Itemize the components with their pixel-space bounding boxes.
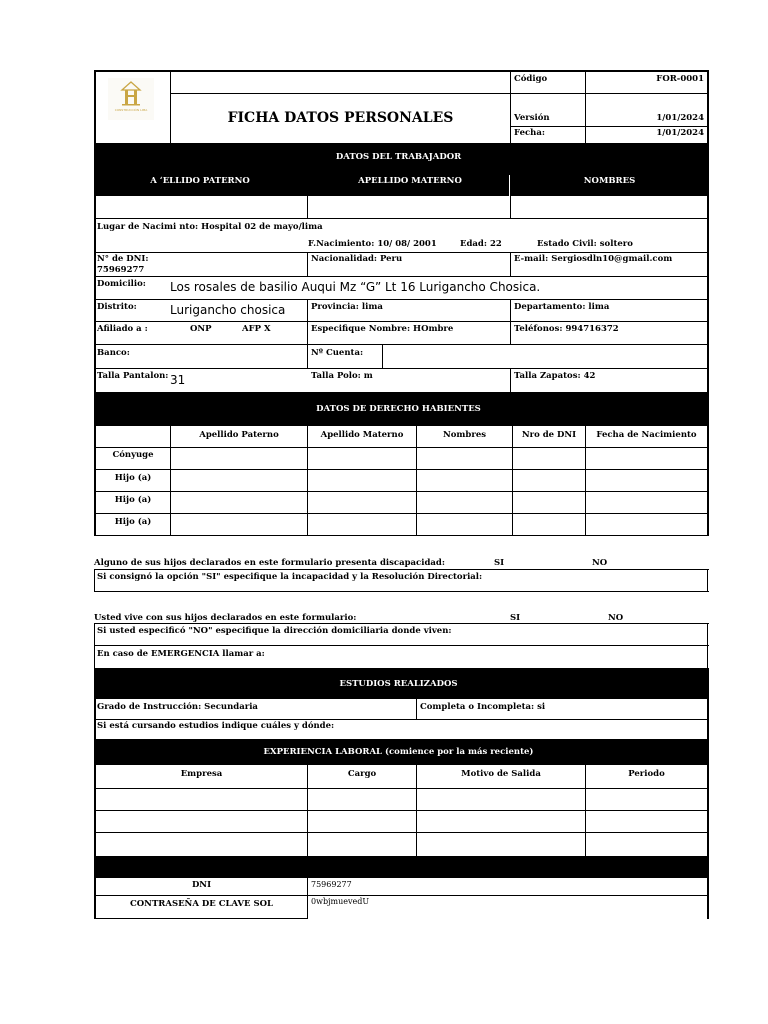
talla-polo: Talla Polo: m [311, 371, 373, 381]
email: E-mail: Sergiosdln10@gmail.com [514, 254, 673, 264]
habientes-col-dni: Nro de DNI [521, 430, 577, 440]
completa-incompleta: Completa o Incompleta: si [420, 702, 546, 712]
nacionalidad: Nacionalidad: Peru [311, 254, 403, 264]
distrito-label: Distrito: [97, 302, 137, 312]
grado-instruccion: Grado de Instrucción: Secundaria [97, 702, 258, 712]
row-hijo-2: Hijo (a) [114, 495, 152, 505]
experiencia-section-header [94, 739, 709, 765]
experiencia-col-empresa: Empresa [180, 769, 223, 779]
vive-detalle: Si usted especificó "NO" especifique la dirección domiciliaria donde viven: [97, 626, 452, 636]
domicilio-value: Los rosales de basilio Auqui Mz “G” Lt 16 Lurigancho Chosica. [170, 280, 541, 294]
version-value: 1/01/2024 [656, 113, 704, 123]
estudios-section-header [94, 669, 709, 699]
provincia: Provincia: lima [311, 302, 383, 312]
page-title: FICHA DATOS PERSONALES [227, 110, 454, 126]
credencial-dni-label: DNI [191, 880, 212, 890]
logo-text: CONSTRUCCIÓN LIMA [114, 108, 148, 112]
vive-si: SI [510, 613, 521, 623]
especifique-nombre: Especifique Nombre: HOmbre [311, 324, 454, 334]
fecha-label: Fecha: [514, 128, 545, 138]
footer-black-band [94, 856, 709, 878]
afiliado-afp: AFP X [242, 324, 271, 334]
experiencia-col-cargo: Cargo [347, 769, 377, 779]
cursando-estudios: Si está cursando estudios indique cuáles y dónde: [97, 721, 335, 731]
banco: Banco: [97, 348, 130, 358]
emergencia: En caso de EMERGENCIA llamar a: [97, 649, 265, 659]
logo-house-icon [108, 78, 154, 120]
row-conyuge: Cónyuge [112, 450, 154, 460]
afiliado-onp: ONP [190, 324, 212, 334]
trabajador-title: DATOS DEL TRABAJADOR [335, 152, 462, 162]
discapacidad-si: SI [494, 558, 505, 568]
vive-no: NO [608, 613, 624, 623]
codigo-value: FOR-0001 [656, 74, 704, 84]
col-apellido-materno: APELLIDO MATERNO [358, 176, 462, 186]
row-hijo-3: Hijo (a) [114, 517, 152, 527]
telefonos: Teléfonos: 994716372 [514, 324, 619, 334]
trabajador-section-header [94, 143, 709, 196]
habientes-col-nombres: Nombres [442, 430, 487, 440]
vive-pregunta: Usted vive con sus hijos declarados en este formulario: [94, 613, 357, 623]
fecha-nacimiento: F.Nacimiento: 10/ 08/ 2001 [308, 239, 437, 249]
departamento: Departamento: lima [514, 302, 610, 312]
lugar-nacimiento: Lugar de Nacimi nto: Hospital 02 de mayo/lima [97, 222, 323, 232]
numero-cuenta: Nº Cuenta: [311, 348, 364, 358]
company-logo [108, 78, 154, 120]
dni-value: 75969277 [97, 265, 145, 275]
habientes-col-fecha-nacimiento: Fecha de Nacimiento [596, 430, 697, 440]
col-nombres: NOMBRES [583, 176, 636, 186]
habientes-col-apellido-paterno: Apellido Paterno [199, 430, 279, 440]
edad: Edad: 22 [460, 239, 502, 249]
talla-pantalon-label: Talla Pantalon: [97, 371, 169, 381]
habientes-col-apellido-materno: Apellido Materno [320, 430, 404, 440]
col-apellido-paterno: A ‘ELLIDO PATERNO [150, 176, 250, 186]
habientes-title: DATOS DE DERECHO HABIENTES [316, 404, 481, 414]
discapacidad-no: NO [592, 558, 608, 568]
habientes-section-header [94, 393, 709, 426]
row-hijo-1: Hijo (a) [114, 473, 152, 483]
discapacidad-pregunta: Alguno de sus hijos declarados en este formulario presenta discapacidad: [94, 558, 445, 568]
estudios-title: ESTUDIOS REALIZADOS [339, 679, 458, 689]
discapacidad-detalle: Si consignó la opción "SI" especifique la incapacidad y la Resolución Directorial: [97, 572, 483, 582]
fecha-value: 1/01/2024 [656, 128, 704, 138]
distrito-value: Lurigancho chosica [170, 303, 286, 317]
credencial-dni-value: 75969277 [311, 880, 352, 889]
clave-sol-label: CONTRASEÑA DE CLAVE SOL [130, 899, 273, 909]
domicilio-label: Domicilio: [97, 279, 146, 289]
talla-pantalon-value: 31 [170, 373, 186, 387]
version-label: Versión [514, 113, 550, 123]
experiencia-col-periodo: Periodo [628, 769, 665, 779]
clave-sol-value: 0wbjmuevedU [311, 897, 370, 906]
talla-zapatos: Talla Zapatos: 42 [514, 371, 596, 381]
afiliado-label: Afiliado a : [97, 324, 148, 334]
codigo-label: Código [514, 74, 548, 84]
experiencia-col-motivo: Motivo de Salida [461, 769, 541, 779]
dni-label: N° de DNI: [97, 254, 149, 264]
experiencia-title: EXPERIENCIA LABORAL (comience por la más reciente) [263, 747, 534, 757]
estado-civil: Estado Civil: soltero [537, 239, 633, 249]
